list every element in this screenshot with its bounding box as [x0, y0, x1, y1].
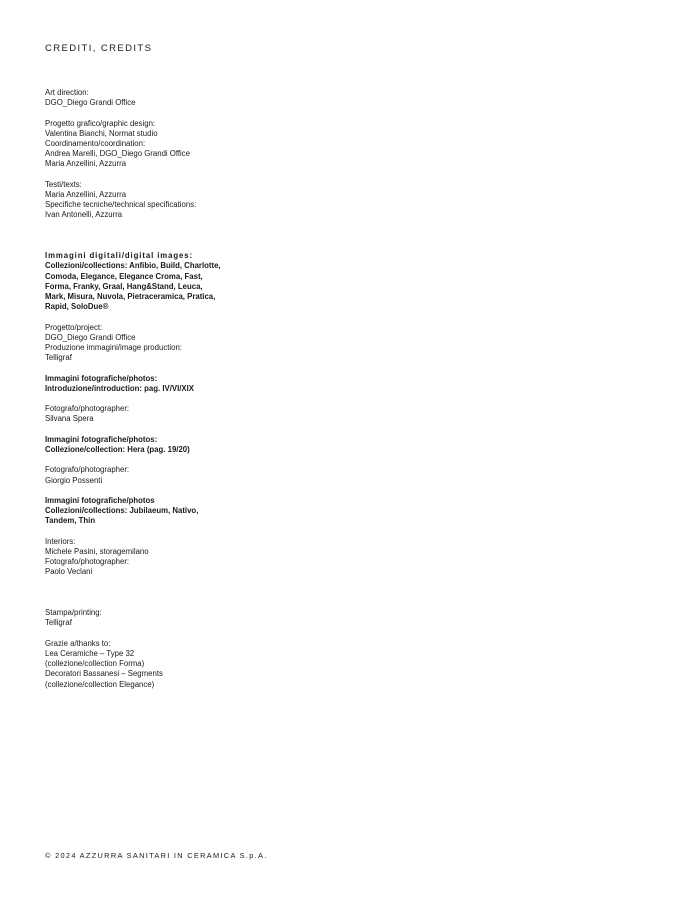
page-title: CREDITI, CREDITS	[45, 43, 153, 54]
thanks-label: Grazie a/thanks to:	[45, 638, 111, 648]
interiors-label: Interiors:	[45, 536, 76, 546]
photos-3-subheading-1: Collezioni/collections: Jubilaeum, Nativo,	[45, 506, 199, 516]
thanks-line-2: (collezione/collection Forma)	[45, 659, 145, 669]
photographer-3-value: Paolo Veclani	[45, 567, 93, 577]
collections-line-1: Collezioni/collections: Anfibio, Build, Charlotte,	[45, 261, 221, 271]
collections-line-4: Mark, Misura, Nuvola, Pietraceramica, Pratica,	[45, 292, 216, 302]
graphic-design-label: Progetto grafico/graphic design:	[45, 118, 156, 128]
texts-value: Maria Anzellini, Azzurra	[45, 190, 127, 199]
art-direction-value: DGO_Diego Grandi Office	[45, 98, 136, 108]
thanks-line-3: Decoratori Bassanesi – Segments	[45, 669, 163, 679]
printing-label: Stampa/printing:	[45, 608, 102, 618]
thanks-line-4: (collezione/collection Elegance)	[45, 679, 155, 689]
copyright-footer: © 2024 AZZURRA SANITARI IN CERAMICA S.p.A.	[45, 851, 268, 860]
project-label: Progetto/project:	[45, 322, 103, 332]
photographer-2-label: Fotografo/photographer:	[45, 465, 130, 475]
printing-value: Telligraf	[45, 618, 72, 628]
photos-2-heading: Immagini fotografiche/photos:	[45, 434, 158, 444]
interiors-value: Michele Pasini, storagemilano	[45, 546, 149, 556]
photos-2-subheading: Collezione/collection: Hera (pag. 19/20)	[45, 445, 190, 454]
photos-1-subheading: Introduzione/introduction: pag. IV/VI/XIX	[45, 383, 195, 393]
coordination-label: Coordinamento/coordination:	[45, 139, 146, 148]
coordination-value-1: Andrea Marelli, DGO_Diego Grandi Office	[45, 149, 191, 159]
photos-3-subheading-2: Tandem, Thin	[45, 516, 96, 526]
tech-spec-label: Specifiche tecniche/technical specifications:	[45, 200, 197, 210]
thanks-line-1: Lea Ceramiche – Type 32	[45, 648, 135, 658]
graphic-design-value: Valentina Bianchi, Normat studio	[45, 128, 158, 138]
credits-content	[45, 88, 345, 690]
photographer-3-label: Fotografo/photographer:	[45, 557, 130, 567]
image-production-value: Telligraf	[45, 353, 72, 363]
image-production-label: Produzione immagini/image production:	[45, 343, 182, 353]
photos-3-heading: Immagini fotografiche/photos	[45, 495, 155, 505]
photographer-1-label: Fotografo/photographer:	[45, 404, 130, 414]
collections-line-2: Comoda, Elegance, Elegance Croma, Fast,	[45, 271, 203, 281]
texts-label: Testi/texts:	[45, 179, 82, 189]
collections-line-3: Forma, Franky, Graal, Hang&Stand, Leuca,	[45, 281, 203, 291]
photos-1-heading: Immagini fotografiche/photos:	[45, 373, 158, 383]
collections-line-5: Rapid, SoloDue®	[45, 302, 109, 312]
photographer-2-value: Giorgio Possenti	[45, 475, 103, 485]
project-value: DGO_Diego Grandi Office	[45, 332, 136, 342]
coordination-value-2: Maria Anzellini, Azzurra	[45, 159, 127, 169]
tech-spec-value: Ivan Antonelli, Azzurra	[45, 210, 123, 220]
photographer-1-value: Silvana Spera	[45, 414, 94, 424]
digital-images-heading: Immagini digitali/digital images:	[45, 251, 193, 261]
art-direction-label: Art direction:	[45, 88, 89, 97]
